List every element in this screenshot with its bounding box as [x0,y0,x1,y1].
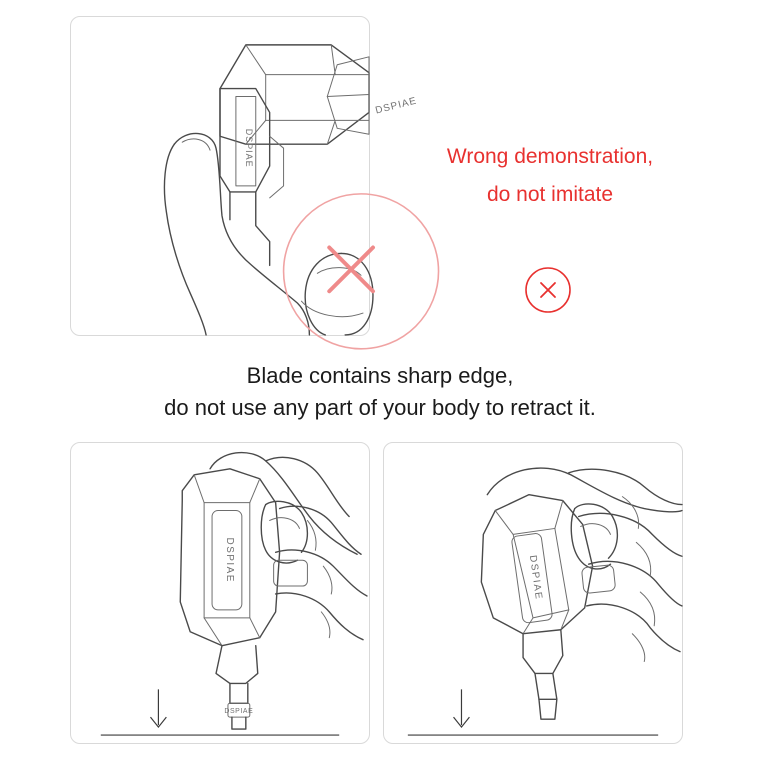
hand-grip [487,468,682,662]
correct-usage-panel-left [70,442,370,744]
svg-text:DSPIAE: DSPIAE [526,554,545,601]
caption-text [0,360,760,424]
svg-text:DSPIAE: DSPIAE [224,708,254,716]
correct-usage-drawing-right [384,443,682,743]
correct-usage-panel-right [383,442,683,744]
cross-circle-icon [524,266,572,314]
wrong-usage-panel [70,16,419,336]
cross-badge [524,266,572,314]
tool-body [481,495,592,719]
warning-message [400,138,700,214]
caption-line-1: Blade contains sharp edge, [246,363,514,388]
caption-line-2: do not use any part of your body to retract it. [164,395,596,420]
svg-text:DSPIAE: DSPIAE [243,128,254,168]
svg-text:DSPIAE: DSPIAE [374,95,419,117]
direction-arrow [150,689,166,727]
wrong-usage-drawing [71,17,419,335]
svg-text:DSPIAE: DSPIAE [223,537,235,583]
warning-line-1: Wrong demonstration, [446,145,654,168]
direction-arrow [454,689,470,727]
correct-usage-drawing-left [71,443,369,743]
warning-line-2: do not imitate [486,183,614,206]
hand-finger [164,133,373,334]
red-x-mark [284,194,439,349]
